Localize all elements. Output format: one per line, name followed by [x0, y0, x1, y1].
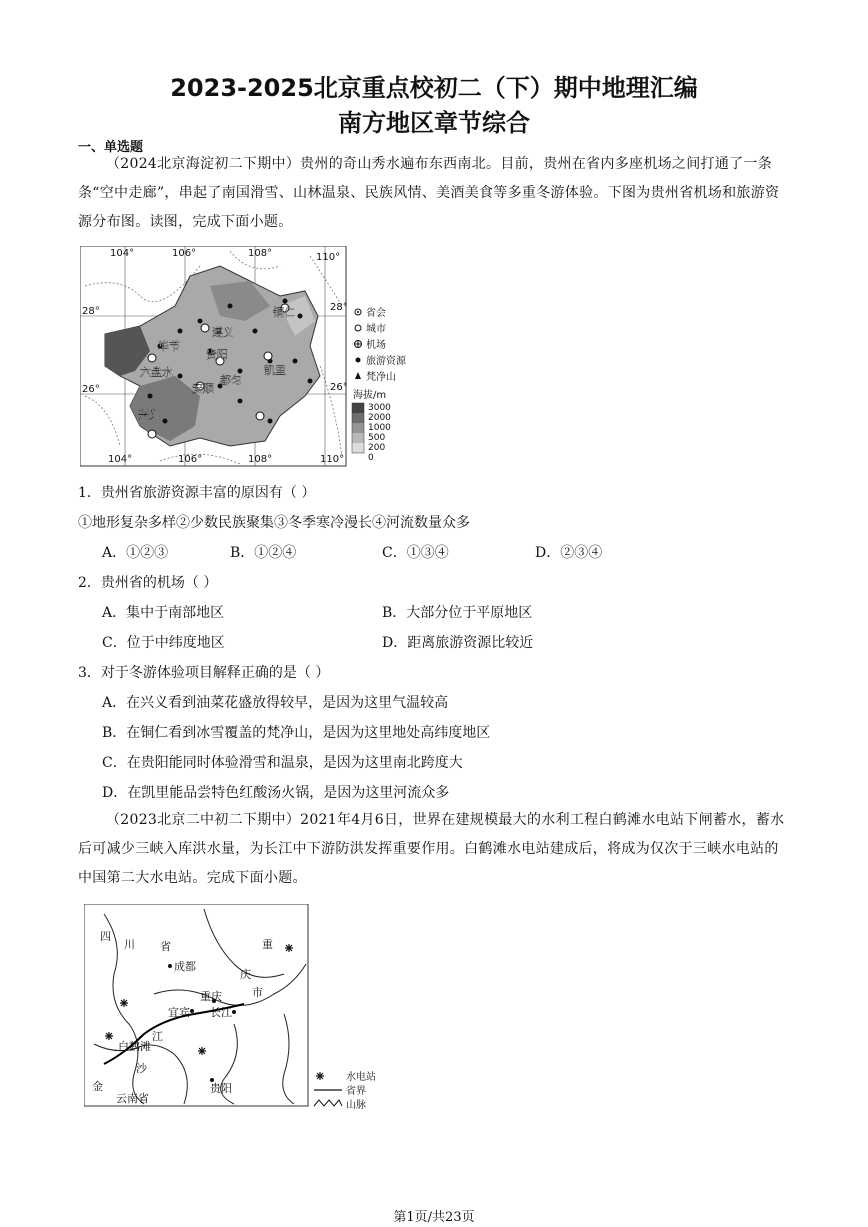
- lon-label: 104°: [110, 248, 135, 259]
- map2-label: 省: [160, 940, 171, 953]
- passage-1: （2024北京海淀初二下期中）贵州的奇山秀水遍布东西南北。目前，贵州在省内多座机场之间打通了一条条“空中走廊”，串起了南国滑雪、山林温泉、民族风情、美酒美食等多重冬游体验。下图为贵州省机场和旅游资源分布图。读图，完成下面小题。: [78, 156, 780, 230]
- legend-hydro: 水电站: [346, 1072, 376, 1083]
- lon-label: 106°: [178, 454, 203, 465]
- map2-label: 金: [92, 1080, 103, 1093]
- lat-label: 28°: [330, 302, 348, 313]
- elev-value: 3000: [368, 403, 391, 413]
- legend-city: 城市: [366, 324, 386, 335]
- map2-label: 贵阳: [210, 1082, 232, 1095]
- q2-option-c[interactable]: C．位于中纬度地区: [102, 635, 225, 651]
- elev-value: 200: [368, 443, 386, 453]
- elev-value: 1000: [368, 423, 391, 433]
- city-label: 都匀: [220, 374, 242, 387]
- map2-label: 长江: [210, 1006, 232, 1019]
- map2-label: 市: [252, 986, 263, 999]
- lon-label: 104°: [108, 454, 133, 465]
- city-label: 贵阳: [206, 348, 228, 361]
- doc-subtitle: 南方地区章节综合: [338, 109, 530, 137]
- map2-label: 白鹤滩: [118, 1040, 151, 1053]
- city-label: 安顺: [192, 382, 214, 395]
- q3-stem: 3．对于冬游体验项目解释正确的是（ ）: [78, 665, 330, 681]
- map2-label: 云南省: [116, 1092, 149, 1105]
- lat-label: 28°: [82, 306, 100, 317]
- city-label: 铜仁: [273, 306, 295, 319]
- legend-capital: 省会: [366, 308, 386, 319]
- lon-label: 108°: [248, 248, 273, 259]
- lat-label: 26°: [82, 384, 100, 395]
- map2-label: 江: [152, 1030, 163, 1043]
- map2-label: 重庆: [200, 990, 222, 1003]
- legend-fanjingshan: 梵净山: [366, 372, 396, 383]
- lat-label: 26°: [330, 382, 348, 393]
- q1-option-d[interactable]: D．②③④: [535, 545, 603, 561]
- city-label: 毕节: [158, 340, 180, 353]
- q3-option-d[interactable]: D．在凯里能品尝特色红酸汤火锅，是因为这里河流众多: [102, 785, 450, 801]
- q1-items: ①地形复杂多样②少数民族聚集③冬季寒冷漫长④河流数量众多: [78, 515, 470, 531]
- city-label: 兴义: [138, 408, 160, 421]
- guizhou-map: [80, 246, 420, 468]
- city-label: 六盘水: [140, 366, 173, 379]
- page-footer: 第1页/共23页: [393, 1210, 475, 1225]
- legend-tourism: 旅游资源: [366, 356, 406, 367]
- map2-label: 成都: [174, 960, 196, 973]
- map2-label: 宜宾: [168, 1006, 190, 1019]
- q1-option-b[interactable]: B．①②④: [230, 545, 297, 561]
- q1-option-a[interactable]: A．①②③: [102, 545, 169, 561]
- q3-option-a[interactable]: A．在兴义看到油菜花盛放得较早，是因为这里气温较高: [102, 695, 449, 711]
- map2-label: 沙: [136, 1062, 147, 1075]
- legend-mountain: 山脉: [346, 1100, 366, 1110]
- map2-label: 重: [262, 938, 273, 951]
- q1-option-c[interactable]: C．①③④: [382, 545, 449, 561]
- elev-value: 500: [368, 433, 386, 443]
- map2-label: 四: [100, 930, 111, 943]
- q2-option-d[interactable]: D．距离旅游资源比较近: [382, 635, 534, 651]
- map2-label: 川: [124, 938, 135, 951]
- doc-title: 2023-2025北京重点校初二（下）期中地理汇编: [170, 74, 698, 102]
- legend-airport: 机场: [366, 340, 386, 351]
- lon-label: 108°: [248, 454, 273, 465]
- elev-title: 海拔/m: [353, 390, 387, 401]
- q2-option-a[interactable]: A．集中于南部地区: [102, 605, 225, 621]
- passage-2: （2023北京二中初二下期中）2021年4月6日，世界在建规模最大的水利工程白鹤滩水电站下闸蓄水，蓄水后可减少三峡入库洪水量，为长江中下游防洪发挥重要作用。白鹤滩水电站建成后，将成为仅次于三峡水电站的中国第二大水电站。完成下面小题。: [78, 812, 785, 886]
- q3-option-c[interactable]: C．在贵阳能同时体验滑雪和温泉，是因为这里南北跨度大: [102, 755, 463, 771]
- legend-border: 省界: [346, 1086, 366, 1097]
- q2-stem: 2．贵州省的机场（ ）: [78, 575, 218, 591]
- q3-option-b[interactable]: B．在铜仁看到冰雪覆盖的梵净山，是因为这里地处高纬度地区: [102, 725, 491, 741]
- city-label: 凯里: [264, 364, 286, 377]
- lon-label: 110°: [316, 252, 341, 263]
- q2-option-b[interactable]: B．大部分位于平原地区: [382, 605, 533, 621]
- section-heading: 一、单选题: [78, 140, 144, 155]
- lon-label: 110°: [320, 454, 345, 465]
- elev-value: 2000: [368, 413, 391, 423]
- city-label: 遵义: [212, 326, 234, 339]
- lon-label: 106°: [172, 248, 197, 259]
- map2-label: 庆: [240, 968, 251, 981]
- baihetan-map: [84, 904, 384, 1110]
- elev-value: 0: [368, 453, 374, 463]
- q1-stem: 1．贵州省旅游资源丰富的原因有（ ）: [78, 485, 316, 501]
